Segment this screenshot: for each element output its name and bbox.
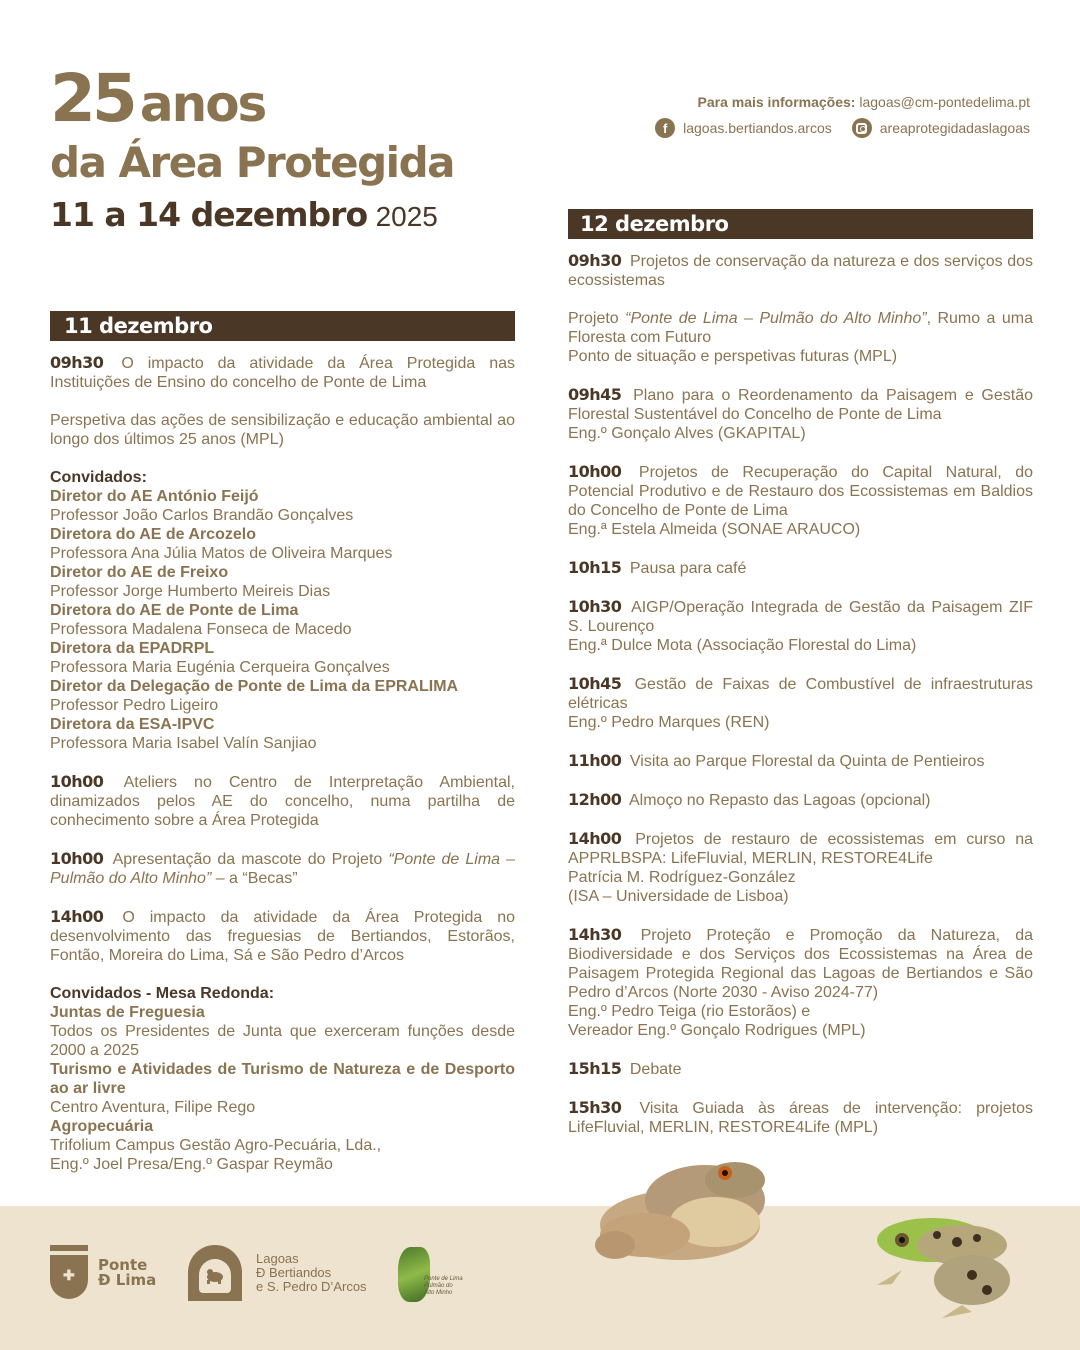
entry-time: 14h00 [568, 829, 622, 848]
guest-role: Diretor da Delegação de Ponte de Lima da EPRALIMA [50, 678, 459, 695]
entry-time: 15h30 [568, 1098, 622, 1117]
toad-illustration [585, 1150, 785, 1265]
entry-desc: Projetos de restauro de ecossistemas em curso na APPRLBSPA: LifeFluvial, MERLIN, RESTORE4Life [568, 831, 1034, 867]
page-subtitle: da Área Protegida [50, 138, 454, 187]
logo-ponte-de-lima: ✚ Ponte Ð Lima [50, 1245, 156, 1301]
guest-role: Diretora da EPADRPL [50, 640, 215, 657]
guest-role: Diretora da ESA-IPVC [50, 716, 215, 733]
guest-name: Professor Pedro Ligeiro [50, 697, 219, 714]
schedule-entry [568, 558, 1033, 578]
guest-name: Professora Ana Júlia Matos de Oliveira Marques [50, 545, 393, 562]
guest-name: Professora Maria Isabel Valín Sanjiao [50, 735, 317, 752]
entry-desc: Apresentação da mascote do Projeto [112, 851, 389, 868]
speaker-affiliation: (ISA – Universidade de Lisboa) [568, 888, 789, 905]
frog-illustration [862, 1200, 1022, 1325]
panel-title: Convidados - Mesa Redonda: [50, 985, 275, 1002]
speaker: Eng.ª Estela Almeida (SONAE ARAUCO) [568, 521, 861, 538]
entry-desc: Projetos de Recuperação do Capital Natural, do Potencial Produtivo e de Restauro dos Ecossistemas em Baldios do Concelho de Ponte de Lima [568, 464, 1033, 519]
entry-desc: Projeto Proteção e Promoção da Natureza, da Biodiversidade e dos Serviços dos Ecossistemas na Área de Paisagem Protegida Regional das Lagoas de Bertiandos e São Pedro d’Arcos (Norte 2030 - Aviso 2024-77) [568, 927, 1033, 1001]
speaker: Eng.º Pedro Teiga (rio Estorãos) e [568, 1003, 811, 1020]
entry-time: 10h00 [50, 849, 104, 868]
day2-column [568, 209, 1033, 1156]
contact-info [655, 94, 1030, 138]
contact-label: Para mais informações: [697, 94, 856, 110]
schedule-entry [568, 597, 1033, 655]
schedule-entry [568, 829, 1033, 906]
entry-desc: Plano para o Reordenamento da Paisagem e Gestão Florestal Sustentável do Concelho de Ponte de Lima [568, 387, 1033, 423]
date-range: 11 a 14 dezembro [50, 195, 368, 235]
guest-name: Professor Jorge Humberto Meireis Dias [50, 583, 331, 600]
schedule-entry [568, 751, 1033, 771]
entry-note: Perspetiva das ações de sensibilização e educação ambiental ao longo dos últimos 25 anos (MPL) [50, 412, 515, 448]
guest-role: Diretora do AE de Ponte de Lima [50, 602, 299, 619]
day1-header: 11 dezembro [50, 311, 515, 341]
entry-time: 15h15 [568, 1059, 622, 1078]
shield-icon: ✚ [50, 1245, 88, 1301]
entry-desc: AIGP/Operação Integrada de Gestão da Paisagem ZIF S. Lourenço [568, 599, 1034, 635]
entry-desc: Almoço no Repasto das Lagoas (opcional) [628, 792, 931, 809]
entry-time: 14h00 [50, 907, 104, 926]
schedule-entry [568, 251, 1033, 290]
entry-desc-tail: – a “Becas” [211, 870, 298, 887]
entry-desc: Ateliers no Centro de Interpretação Ambiental, dinamizados pelos AE do concelho, numa partilha de conhecimento sobre a Área Protegida [50, 774, 516, 829]
entry-time: 10h30 [568, 597, 622, 616]
speaker: Eng.º Pedro Marques (REN) [568, 714, 770, 731]
schedule-entry [50, 907, 515, 965]
contact-email[interactable]: lagoas@cm-pontedelima.pt [859, 94, 1030, 110]
page-title [50, 60, 454, 137]
schedule-note: Projeto “Ponte de Lima – Pulmão do Alto Minho”, Rumo a uma Floresta com Futuro Ponto de situação e perspetivas futuras (MPL) [568, 310, 1034, 365]
panel-guest: Trifolium Campus Gestão Agro-Pecuária, Lda., [50, 1137, 382, 1154]
entry-time: 11h00 [568, 751, 622, 770]
entry-time: 10h45 [568, 674, 622, 693]
speaker: Eng.ª Dulce Mota (Associação Florestal do Lima) [568, 637, 917, 654]
speaker: Patrícia M. Rodríguez-González [568, 869, 796, 886]
entry-time: 10h00 [50, 772, 104, 791]
logo-lagoas: Lagoas Ð Bertiandos e S. Pedro D’Arcos [188, 1245, 367, 1301]
title-word: anos [139, 75, 266, 133]
instagram-handle: areaprotegidadaslagoas [879, 120, 1030, 136]
guest-name: Professora Maria Eugénia Cerqueira Gonçalves [50, 659, 390, 676]
panel-guest: Eng.º Joel Presa/Eng.º Gaspar Reymão [50, 1156, 333, 1173]
schedule-entry [568, 1059, 1033, 1079]
entry-time: 09h45 [568, 385, 622, 404]
schedule-entry [568, 790, 1033, 810]
entry-time: 14h30 [568, 925, 622, 944]
title-number: 25 [50, 60, 134, 137]
guest-name: Professor João Carlos Brandão Gonçalves [50, 507, 354, 524]
panel-role: Juntas de Freguesia [50, 1004, 205, 1021]
project-name: “Ponte de Lima – Pulmão do Alto Minho” [625, 310, 927, 327]
schedule-entry [50, 353, 515, 392]
logo-pulmao-alto-minho: Ponte de Lima Pulmão do Alto Minho [398, 1244, 468, 1304]
entry-desc: Pausa para café [629, 560, 747, 577]
guest-name: Professora Madalena Fonseca de Macedo [50, 621, 352, 638]
guest-role: Diretor do AE António Feijó [50, 488, 259, 505]
entry-desc: O impacto da atividade da Área Protegida no desenvolvimento das freguesias de Bertiandos, Estorãos, Fontão, Moreira do Lima, Sá e São Pedro d’Arcos [50, 909, 515, 964]
panel-guest: Todos os Presidentes de Junta que exerceram funções desde 2000 a 2025 [50, 1023, 515, 1059]
entry-time: 09h30 [568, 251, 622, 270]
instagram-icon [852, 118, 872, 138]
speaker: Eng.º Gonçalo Alves (GKAPITAL) [568, 425, 806, 442]
entry-time: 10h15 [568, 558, 622, 577]
entry-time: 12h00 [568, 790, 622, 809]
entry-desc: O impacto da atividade da Área Protegida nas Instituições de Ensino do concelho de Ponte de Lima [50, 355, 515, 391]
facebook-handle: lagoas.bertiandos.arcos [683, 120, 832, 136]
instagram-link[interactable] [852, 118, 1030, 138]
schedule-entry [568, 385, 1033, 443]
frog-arch-icon [188, 1245, 242, 1301]
panel-guest: Centro Aventura, Filipe Rego [50, 1099, 256, 1116]
title-block [50, 60, 454, 235]
panel-role: Agropecuária [50, 1118, 154, 1135]
schedule-entry [50, 772, 515, 830]
schedule-entry [50, 849, 515, 888]
panel-role: Turismo e Atividades de Turismo de Natureza e de Desporto ao ar livre [50, 1061, 515, 1097]
day2-header: 12 dezembro [568, 209, 1033, 239]
entry-desc: Gestão de Faixas de Combustível de infraestruturas elétricas [568, 676, 1033, 712]
day1-column [50, 311, 515, 1193]
speaker: Vereador Eng.º Gonçalo Rodrigues (MPL) [568, 1022, 866, 1039]
entry-desc: Visita Guiada às áreas de intervenção: projetos LifeFluvial, MERLIN, RESTORE4Life (MPL) [568, 1100, 1034, 1136]
event-dates [50, 195, 454, 235]
entry-time: 09h30 [50, 353, 104, 372]
facebook-link[interactable] [655, 118, 832, 138]
panel-list [50, 984, 515, 1174]
guest-list [50, 468, 515, 753]
entry-desc: Visita ao Parque Florestal da Quinta de Pentieiros [629, 753, 985, 770]
entry-desc: Projetos de conservação da natureza e dos serviços dos ecossistemas [568, 253, 1033, 289]
schedule-entry [568, 1098, 1033, 1137]
entry-time: 10h00 [568, 462, 622, 481]
schedule-entry [568, 462, 1033, 539]
project-name: “Ponte de Lima – Pulmão do Alto Minho” [50, 851, 516, 887]
facebook-icon: f [655, 118, 675, 138]
event-year: 2025 [375, 201, 438, 233]
schedule-entry [568, 925, 1033, 1040]
guest-role: Diretora do AE de Arcozelo [50, 526, 256, 543]
guests-title: Convidados: [50, 469, 147, 486]
entry-desc: Debate [629, 1061, 682, 1078]
schedule-entry [568, 674, 1033, 732]
guest-role: Diretor do AE de Freixo [50, 564, 229, 581]
